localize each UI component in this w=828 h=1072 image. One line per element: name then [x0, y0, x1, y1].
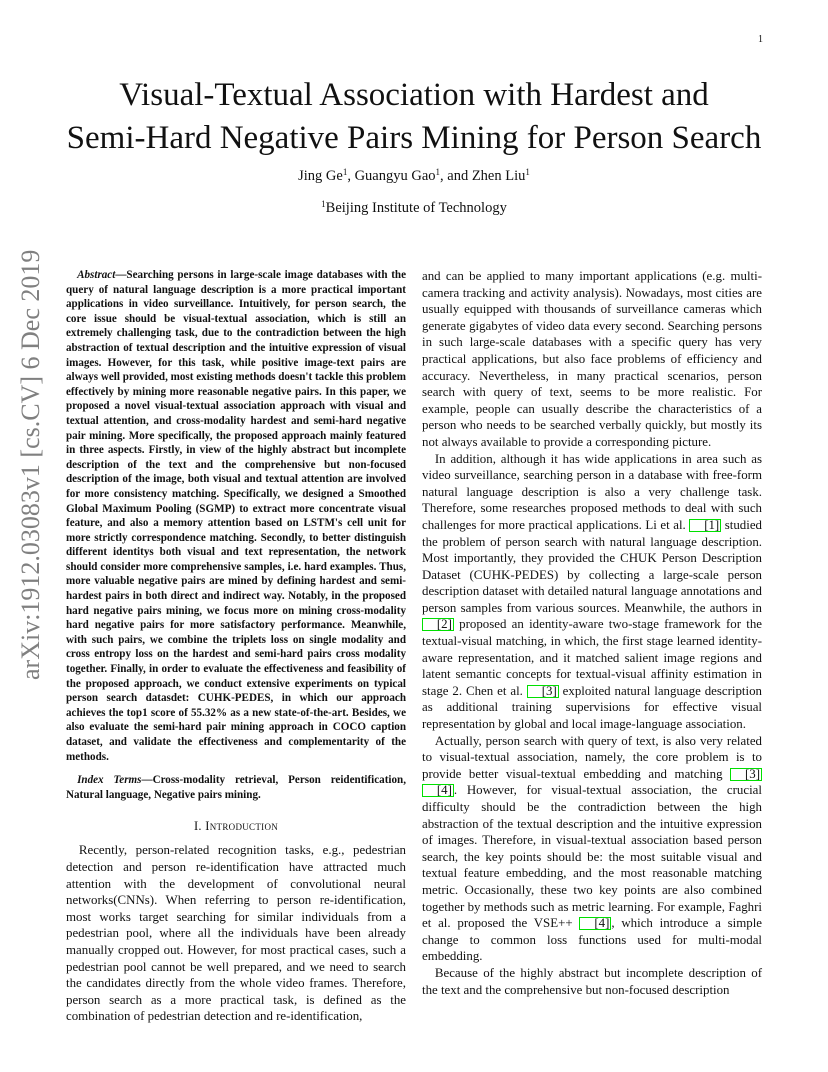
index-terms-text: —Cross-modality retrieval, Person reidentification, Natural language, Negative pairs mining.: [66, 774, 406, 801]
title-line-1: Visual-Textual Association with Hardest and: [119, 77, 709, 113]
affiliation-mark: 1: [321, 199, 326, 209]
section-number: I.: [193, 819, 206, 834]
affiliation-name: Beijing Institute of Technology: [325, 200, 507, 216]
citation-link[interactable]: [3]: [730, 768, 762, 781]
author-list: [0, 168, 828, 185]
author-separator: , and: [440, 168, 472, 184]
page-number: 1: [758, 34, 763, 45]
paragraph-text: proposed an identity-aware two-stage framework for the textual-visual matching, in which, the first stage learned identity-aware representation, and it matched salient image regions and latent semantic concepts for textual-visual affinity estimation in stage 2. Chen et al.: [422, 617, 762, 698]
author-affil-mark: 1: [525, 167, 530, 177]
citation-link[interactable]: [4]: [422, 784, 454, 797]
body-paragraph: Recently, person-related recognition tasks, e.g., pedestrian detection and person re-identification have attracted much attention with the development of convolutional neural networks(CNNs). When referring to person re-identification, most works target searching for similar individuals from a pedestrian pool, where all the individuals have been already manually cropped out. However, for most practical cases, such a pedestrian pool cannot be well prepared, and we need to search the candidates directly from the whole video frames. Therefore, person search as a more practical task, is defined as the combination of pedestrian detection and re-identification,: [66, 843, 406, 1024]
paper-title: [40, 74, 788, 160]
arxiv-stamp[interactable]: arXiv:1912.03083v1 [cs.CV] 6 Dec 2019: [16, 249, 45, 680]
abstract-label: Abstract: [77, 269, 116, 281]
paragraph-text: studied the problem of person search with natural language description. Most importantly, they provided the CHUK Person Description Dataset (CUHK-PEDES) by collecting a large-scale person description dataset with detailed natural language annotations and person samples from various sources. Meanwhile, the authors in: [422, 517, 762, 615]
paragraph-text: , which introduce a simple change to common loss functions used for multi-modal embedding.: [422, 916, 763, 964]
body-paragraph: [422, 451, 762, 733]
author-name: Guangyu Gao: [354, 168, 436, 184]
section-title: Introduction: [205, 819, 279, 834]
affiliation: [0, 200, 828, 217]
abstract: [66, 268, 406, 764]
body-paragraph: and can be applied to many important applications (e.g. multi-camera tracking and activity analysis). Nowadays, most cities are usually equipped with thousands of surveillance cameras which generate gigabytes of video data every second. Searching persons in such large-scale databases with a specific query has very practical applications, but also face problems of efficiency and accuracy. Nevertheless, in many practical scenarios, person search with query of text, seems to be more realistic. For example, people can usually describe the characteristics of a person who needs to be searched verbally quickly, but mostly its not always available to provide a corresponding picture.: [422, 269, 762, 449]
paragraph-text: Actually, person search with query of text, is also very related to visual-textual association, namely, the core problem is to provide better visual-textual embedding and matching: [422, 733, 762, 781]
section-heading: [66, 819, 406, 834]
index-terms: [66, 773, 406, 802]
author-separator: ,: [347, 168, 355, 184]
paragraph-text: exploited natural language description as additional training supervisions for effective visual representation by global and local image-language association.: [422, 683, 762, 732]
abstract-text: —Searching persons in large-scale image databases with the query of natural language description is a more practical important applications in video surveillance. Intuitively, for person search, the core issue should be visual-textual association, which is still an extremely challenging task, due to the contradiction between the high abstraction of textual description and the intuitive expression of visual images. However, for this task, while positive image-text pairs are always well provided, most existing methods doesn't tackle this problem effectively by mining more reasonable negative pairs. In this paper, we proposed a novel visual-textual association approach with visual and textual attention, and cross-modality hardest and semi-hard negative pair mining. More specifically, the proposed approach mainly featured in three aspects. Firstly, in view of the highly abstract but incomplete description of the text and the comprehensive but non-focused description of the image, both visual and textual attention are involved for more consistency matching. Specifically, we designed a Smoothed Global Maximum Pooling (SGMP) to extract more concentrate visual feature, and also a memory attention based on LSTM's cell unit for more strictly correspondence matching. Secondly, to better distinguish different identitys both visual and text representation, the network should consider more comprehensive samples, i.e. hard examples. Thus, more valuable negative pairs are mined by defining hardest and semi-hardest pairs in both direct and indirect way. Notably, in the proposed hard negative pairs mining, we focus more on mining cross-modality hard negative pairs for more satisfactory performance. Meanwhile, with such pairs, we combine the triplets loss on single modality and cross entropy loss on the hardest and semi-hard pairs cross modality together. Finally, in order to evaluate the effectiveness and feasibility of the proposed approach, we conduct extensive experiments on typical person search datasdet: CUHK-PEDES, in which our approach achieves the top1 score of 55.32% as a new state-of-the-art. Besides, we also evaluate the semi-hard pair mining approach in COCO caption dataset, and validate the effectiveness and complementarity of the methods.: [66, 269, 406, 763]
citation-link[interactable]: [4]: [579, 917, 611, 930]
author-affil-mark: 1: [435, 167, 441, 177]
citation-link[interactable]: [3]: [527, 685, 559, 698]
citation-link[interactable]: [1]: [689, 519, 721, 532]
author-name: Jing Ge: [298, 168, 343, 184]
paragraph-text: In addition, although it has wide applications in area such as video surveillance, searching person in a database with free-form natural language description is also a very challenge task. Therefore, some researches proposed methods to deal with such challenges for more practical applications. Li et al.: [422, 451, 762, 532]
title-line-2: Semi-Hard Negative Pairs Mining for Person Search: [66, 120, 762, 156]
body-paragraph: Because of the highly abstract but incomplete description of the text and the comprehensive but non-focused description: [422, 965, 762, 997]
left-column: [66, 268, 406, 1025]
author-affil-mark: 1: [342, 167, 348, 177]
author-name: Zhen Liu: [471, 168, 526, 184]
body-paragraph: [422, 733, 762, 965]
paragraph-text: . However, for visual-textual association, the crucial difficulty should be the contradiction between the high abstraction of the textual description and the intuitive expression of images. Therefore, in visual-textual association based person search, the key points should be: the most suitable visual and textual feature embedding, and the most reasonable matching metric. Occasionally, these two key points are also combined together by methods such as metric learning. For example, Faghri et al. proposed the VSE++: [422, 783, 762, 931]
index-terms-label: Index Terms: [77, 774, 142, 787]
citation-link[interactable]: [2]: [422, 618, 454, 631]
right-column: [422, 268, 762, 998]
